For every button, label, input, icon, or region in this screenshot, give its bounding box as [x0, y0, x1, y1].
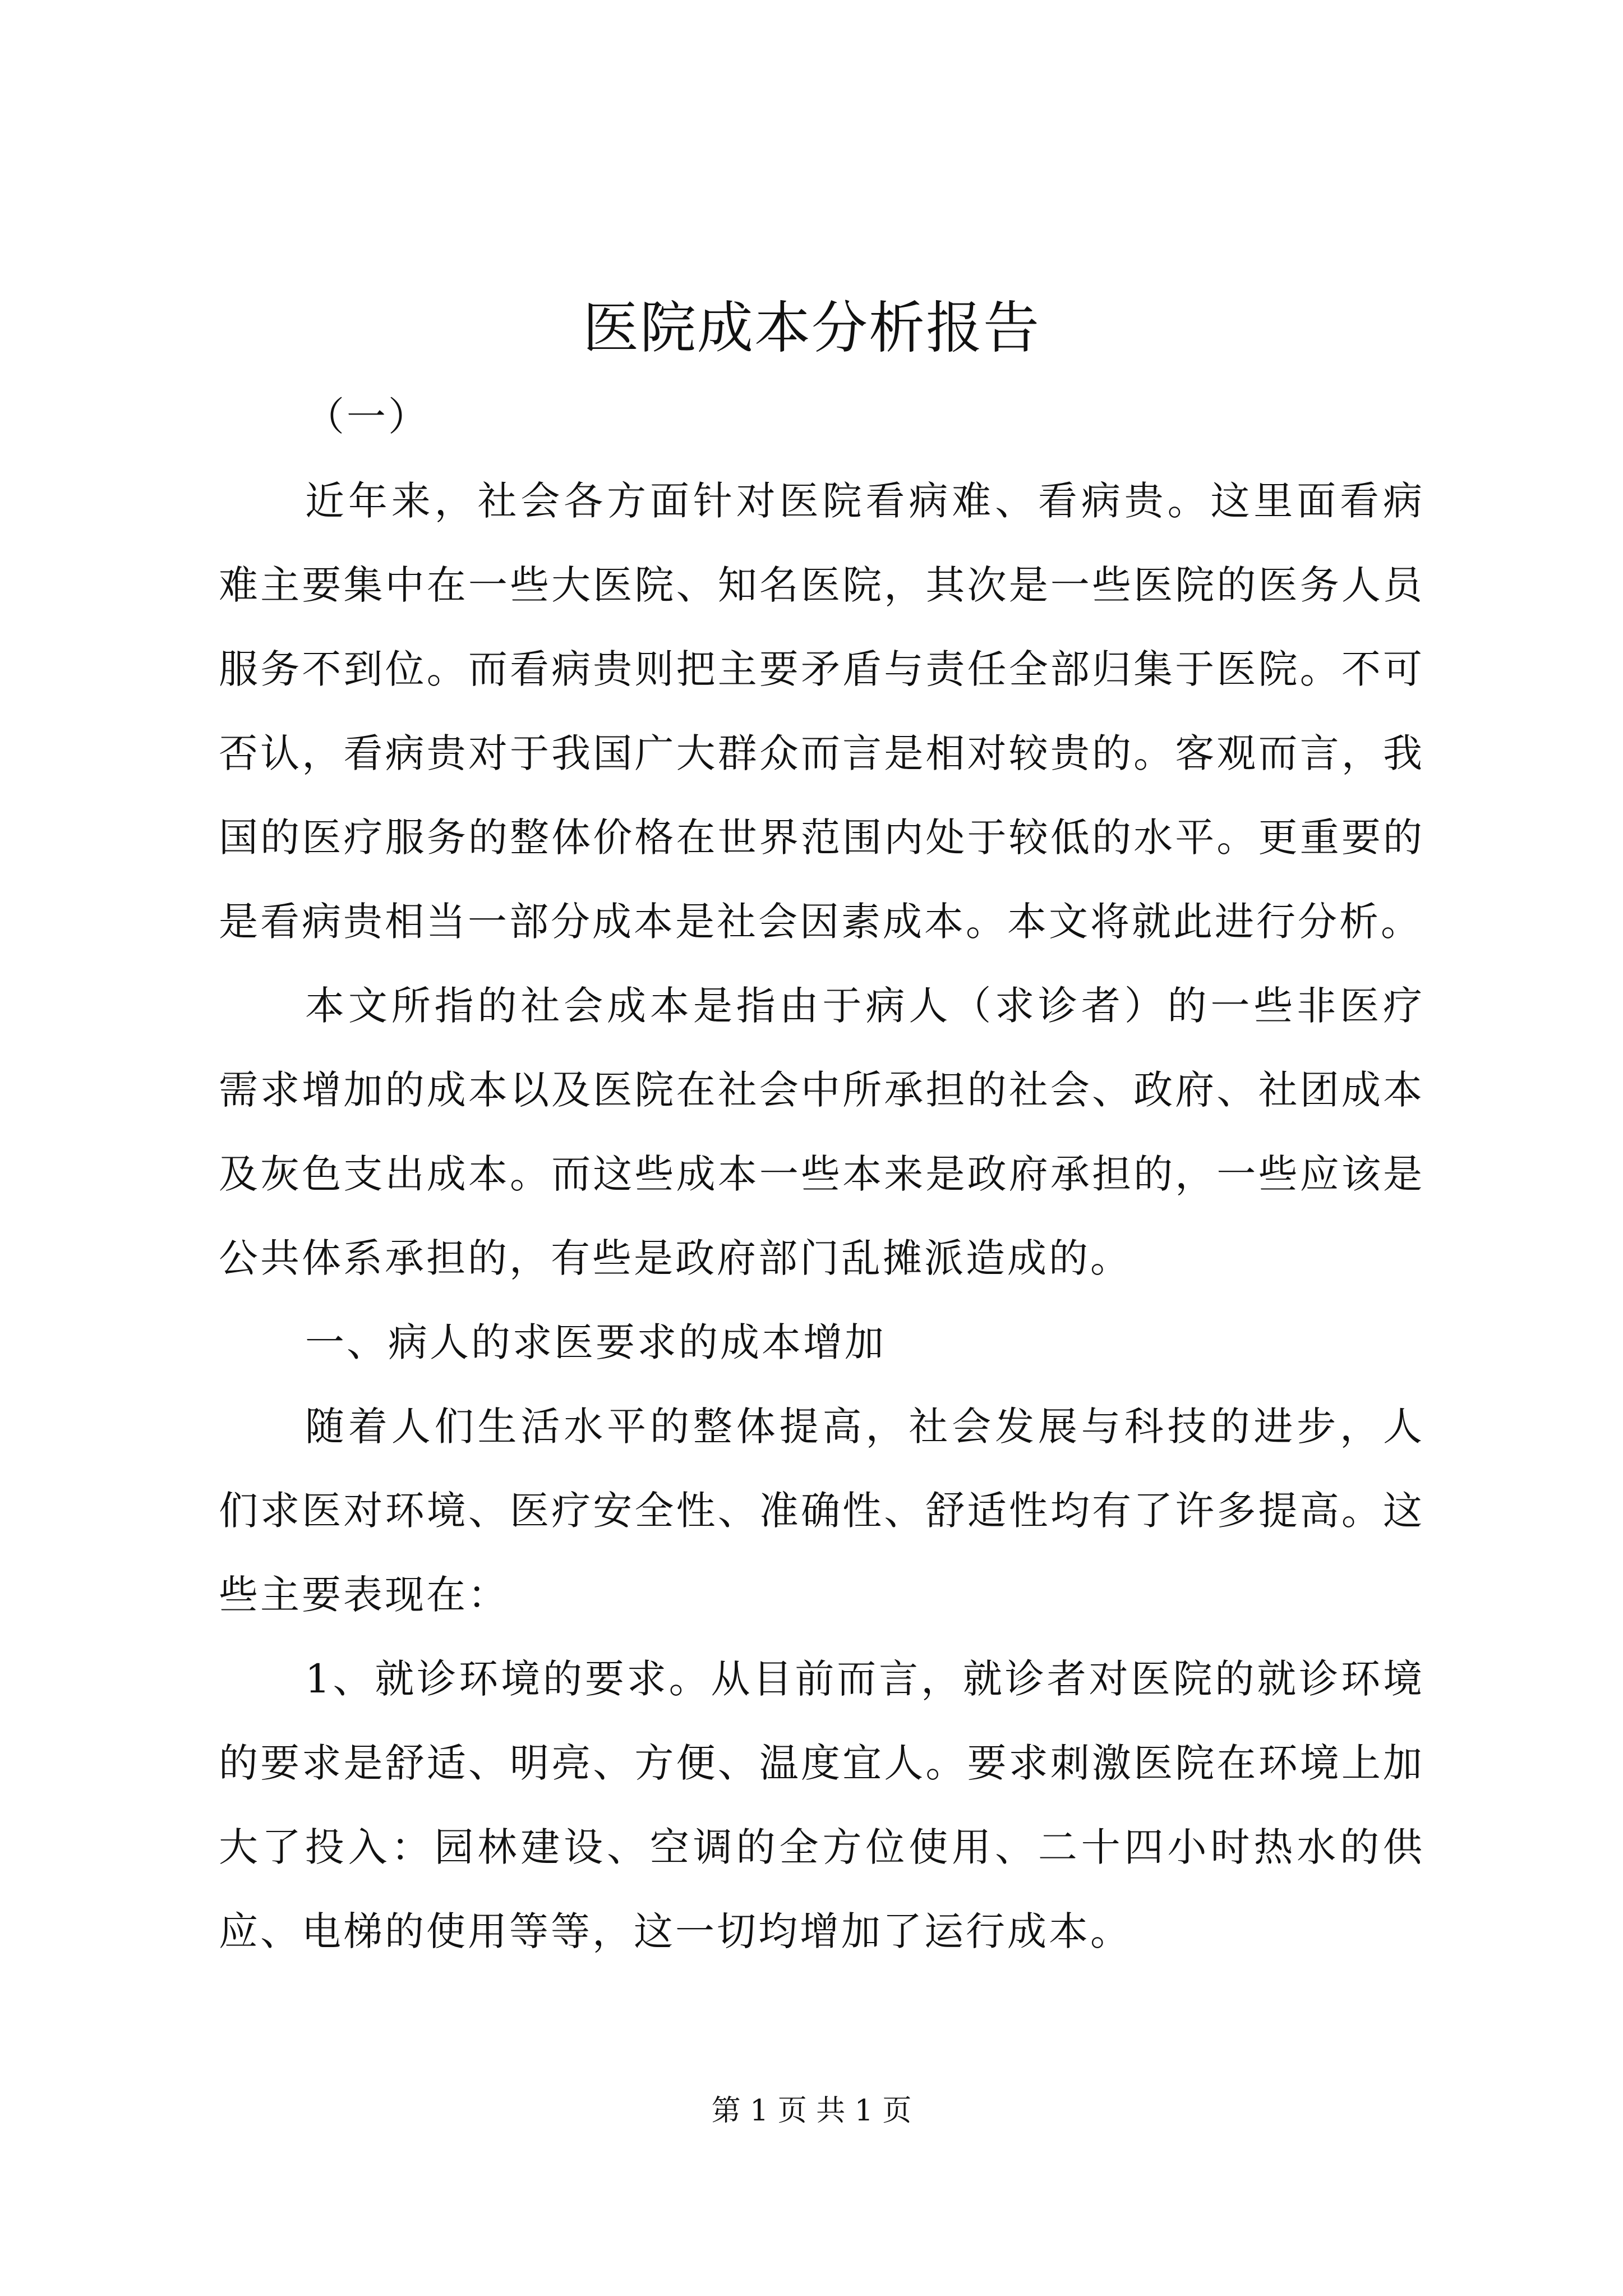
paragraph-environment: 1、就诊环境的要求。从目前而言，就诊者对医院的就诊环境的要求是舒适、明亮、方便、温度宜人。要求刺激医院在环境上加大了投入：园林建设、空调的全方位使用、二十四小时热水的供应、电梯的使用等等，这一切均增加了运行成本。: [219, 1656, 1424, 1954]
page-number-label: 第 1 页 共 1 页: [711, 2094, 912, 2128]
document-title: 医院成本分析报告: [583, 295, 1040, 361]
section-mark: （一）: [305, 394, 430, 440]
section-heading-1: 一、病人的求医要求的成本增加: [305, 1319, 886, 1365]
paragraph-patient-demand: 随着人们生活水平的整体提高，社会发展与科技的进步，人们求医对环境、医疗安全性、准确性、舒适性均有了许多提高。这些主要表现在：: [219, 1404, 1424, 1618]
document-body: [219, 375, 1424, 1973]
paragraph-social-cost: 本文所指的社会成本是指由于病人（求诊者）的一些非医疗需求增加的成本以及医院在社会中所承担的社会、政府、社团成本及灰色支出成本。而这些成本一些本来是政府承担的，一些应该是公共体系承担的，有些是政府部门乱摊派造成的。: [219, 983, 1424, 1281]
page-footer: [0, 2091, 1623, 2131]
paragraph-intro: 近年来，社会各方面针对医院看病难、看病贵。这里面看病难主要集中在一些大医院、知名医院，其次是一些医院的医务人员服务不到位。而看病贵则把主要矛盾与责任全部归集于医院。不可否认，看病贵对于我国广大群众而言是相对较贵的。客观而言，我国的医疗服务的整体价格在世界范围内处于较低的水平。更重要的是看病贵相当一部分成本是社会因素成本。本文将就此进行分析。: [219, 478, 1424, 945]
